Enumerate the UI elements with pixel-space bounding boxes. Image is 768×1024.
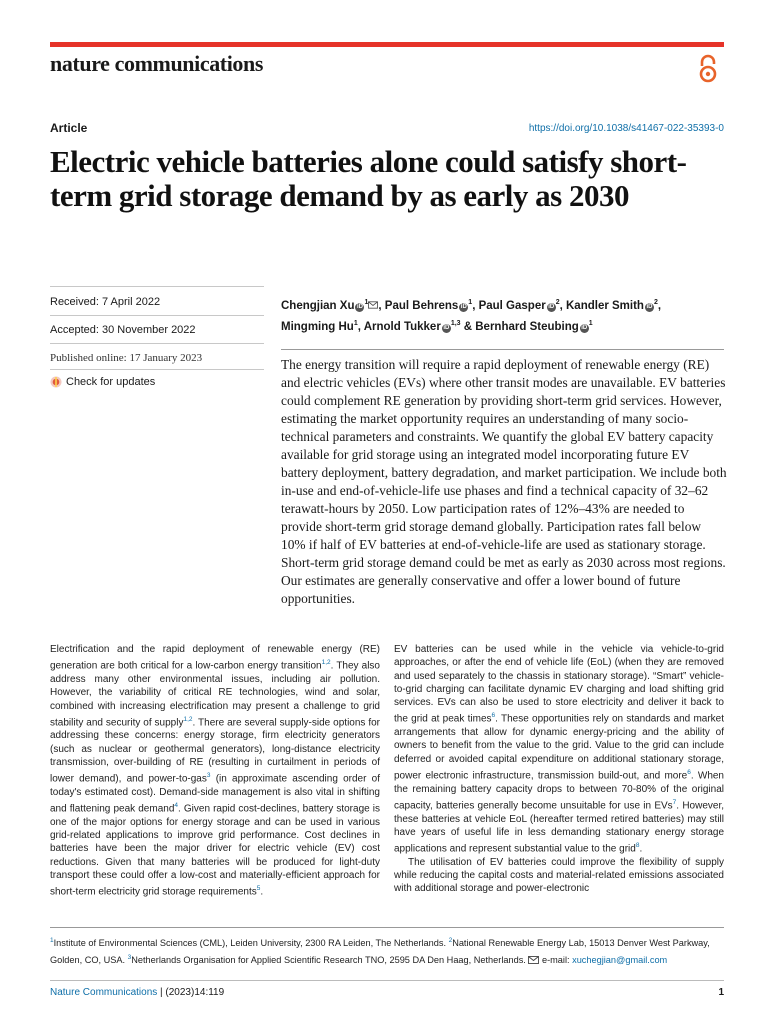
journal-accent-bar — [50, 42, 724, 47]
footnote-divider — [50, 927, 724, 928]
journal-name[interactable]: nature communications — [50, 51, 264, 76]
orcid-icon[interactable]: iD — [548, 303, 555, 310]
affiliation-ref: 2 — [653, 299, 658, 306]
author-list — [281, 294, 731, 336]
citation-ref[interactable]: 5 — [256, 885, 261, 893]
check-updates-button[interactable] — [50, 369, 264, 395]
abstract: The energy transition will require a rapid deployment of renewable energy (RE) and electric vehicles (EVs) where other transit modes are unavailable. EV batteries could complement RE generation by providing short-term grid services. However, estimating the market opportunity requires an understanding of many socio-technical parameters and constraints. We quantify the global EV battery capacity available for grid storage using an integrated model incorporating future EV battery deployment, battery degradation, and market participation. We include both in-use and end-of-vehicle-life use phases and find a technical capacity of 32–62 terawatt-hours by 2050. Low participation rates of 12%–43% are needed to provide short-term grid storage demand globally. Participation rates fall below 10% if half of EV batteries at end-of-vehicle-life are used as stationary storage. Short-term grid storage demand could be met as early as 2030 across most regions. Our estimates are generally conservative and offer a lower bound of future opportunities. — [281, 357, 727, 606]
author-separator: , — [559, 299, 566, 312]
affiliation-ref: 1 — [364, 299, 369, 306]
orcid-icon[interactable]: iD — [460, 303, 467, 310]
author[interactable] — [566, 300, 661, 312]
author-name: Arnold Tukker — [363, 320, 441, 333]
citation-ref[interactable]: 1,2 — [321, 659, 331, 667]
author[interactable] — [385, 300, 479, 312]
published-date: Published online: 17 January 2023 — [50, 343, 264, 369]
author[interactable] — [281, 321, 364, 333]
citation-text: | (2023)14:119 — [157, 987, 225, 998]
author-separator: & — [460, 320, 476, 333]
citation-ref[interactable]: 7 — [672, 798, 677, 806]
received-date: Received: 7 April 2022 — [50, 296, 161, 308]
citation-ref[interactable]: 3 — [206, 772, 211, 780]
abstract-divider — [281, 349, 724, 350]
text-run: . These opportunities rely on standards and market arrangements that allow for dynamic energy-pricing and the ability of owners to benefit from the value to the grid. Value to the grid can include deferred or avoided capital expenditure on additional stationary storage, power electronic infrastructure, transmission build-out, and more — [394, 713, 725, 782]
check-updates-icon — [50, 376, 62, 388]
author[interactable] — [479, 300, 566, 312]
journal-link[interactable]: Nature Communications — [50, 987, 158, 998]
author-name: Bernhard Steubing — [475, 320, 579, 333]
accepted-date: Accepted: 30 November 2022 — [50, 315, 264, 343]
text-run: Netherlands Organisation for Applied Scientific Research TNO, 2595 DA Den Haag, Netherlands. — [131, 954, 529, 965]
text-run: (in approximate ascending order of today's estimated cost). Demand-side management is also vital in shifting and flattening peak demand — [50, 773, 381, 815]
author[interactable] — [364, 321, 476, 333]
email-label: e-mail: — [541, 954, 573, 965]
text-run: . Given rapid cost-declines, battery storage is one of the major options for energy storage and can be used in various grid-related applications to improve grid performance. Cost declines in batteries have been the major driver for electric vehicle (EV) cost reductions. Given that many batteries will be produced for light-duty transport these could offer a low-cost and materially-efficient approach for short-term electricity grid storage requirements — [50, 803, 381, 898]
author-separator: , — [378, 299, 385, 312]
affiliation-ref: 2 — [555, 299, 560, 306]
body-paragraph — [394, 643, 724, 856]
affiliation-ref: 1 — [468, 299, 473, 306]
author[interactable] — [281, 300, 385, 312]
article-type-label: Article — [50, 121, 88, 135]
author-separator: , — [357, 320, 364, 333]
text-run: . — [639, 843, 643, 855]
corresponding-email-link[interactable]: xuchegjian@gmail.com — [572, 954, 668, 965]
citation-ref[interactable]: 8 — [635, 842, 640, 850]
affiliations-footnote — [50, 934, 730, 967]
text-run: EV batteries can be used while in the vehicle via vehicle-to-grid approaches, or after the end of vehicle life (EoL) (when they are removed and used separately to the chassis in stationary storage). “Smart” vehicle-to-grid charging can facilitate dynamic EV charging and load shifting grid services. EVs can also be used to store electricity and deliver it back to the grid at peak times — [394, 644, 724, 725]
body-paragraph: The utilisation of EV batteries could improve the flexibility of supply while reducing the capital costs and material-related emissions associated with additional storage and power-electronic — [394, 856, 724, 895]
email-icon[interactable] — [368, 300, 378, 312]
body-column-left — [50, 643, 380, 899]
citation-ref[interactable]: 4 — [174, 802, 179, 810]
email-icon — [528, 956, 539, 964]
author-separator: , — [472, 299, 479, 312]
citation-ref[interactable]: 2 — [448, 937, 453, 944]
citation-ref[interactable]: 1,2 — [183, 715, 193, 723]
affiliation-ref: 1 — [588, 319, 593, 327]
text-run: . — [260, 886, 264, 898]
article-history — [50, 288, 264, 395]
orcid-icon[interactable]: iD — [646, 303, 653, 310]
author-name: Mingming Hu — [281, 320, 354, 333]
journal-citation — [50, 987, 224, 998]
text-run: National Renewable Energy Lab, 15013 Denver West Parkway, Golden, CO, USA. — [50, 938, 710, 965]
text-run: . When the remaining battery capacity drops to between 70-80% of the original capacity, batteries generally become unsuitable for use in EVs — [394, 770, 724, 812]
author-separator: , — [657, 299, 662, 312]
check-updates-label: Check for updates — [66, 376, 156, 388]
page-number: 1 — [718, 987, 724, 998]
text-run: Electrification and the rapid deployment of renewable energy (RE) generation are both critical for a low-carbon energy transition — [50, 644, 380, 672]
author-name: Paul Gasper — [478, 299, 546, 312]
citation-ref[interactable]: 1 — [50, 937, 54, 944]
affiliation-ref: 1,3 — [450, 319, 461, 327]
article-title: Electric vehicle batteries alone could satisfy short-term grid storage demand by as early as 2030 — [50, 144, 687, 213]
text-run: Institute of Environmental Sciences (CML), Leiden University, 2300 RA Leiden, The Netherlands. — [53, 938, 449, 949]
orcid-icon[interactable]: iD — [356, 303, 363, 310]
author-name: Chengjian Xu — [281, 299, 355, 312]
open-access-icon — [697, 54, 719, 84]
body-paragraph — [50, 643, 380, 899]
footer-divider — [50, 980, 724, 981]
text-run: . They also address many other environmental issues, including air pollution. However, the variability of critical RE technologies, wind and solar, combined with increasing electrification may present a challenge to grid stability and security of supply — [50, 660, 380, 729]
orcid-icon[interactable]: iD — [443, 324, 450, 331]
author-name: Paul Behrens — [384, 299, 459, 312]
affiliation-ref: 1 — [353, 319, 358, 327]
meta-divider — [50, 286, 264, 287]
citation-ref[interactable]: 6 — [491, 712, 496, 720]
author-name: Kandler Smith — [566, 299, 644, 312]
doi-link[interactable]: https://doi.org/10.1038/s41467-022-35393-0 — [528, 123, 724, 134]
orcid-icon[interactable]: iD — [581, 324, 588, 331]
citation-ref[interactable]: 6 — [687, 769, 691, 776]
author[interactable] — [475, 321, 592, 333]
text-run: . There are several supply-side options for addressing these concerns: energy storage, firm electricity generators (such as nuclear or geothermal generators), long-distance electricity transmission, over-building of RE (resulting in curtailment in periods of lower demand), and power-to-gas — [50, 717, 381, 785]
citation-ref[interactable]: 3 — [127, 953, 132, 961]
body-column-right — [394, 643, 724, 896]
text-run: . However, these batteries at vehicle EoL (hereafter termed retired batteries) may still have years of useful life in less demanding stationary energy storage applications and represent substantial value to the grid — [394, 800, 724, 855]
